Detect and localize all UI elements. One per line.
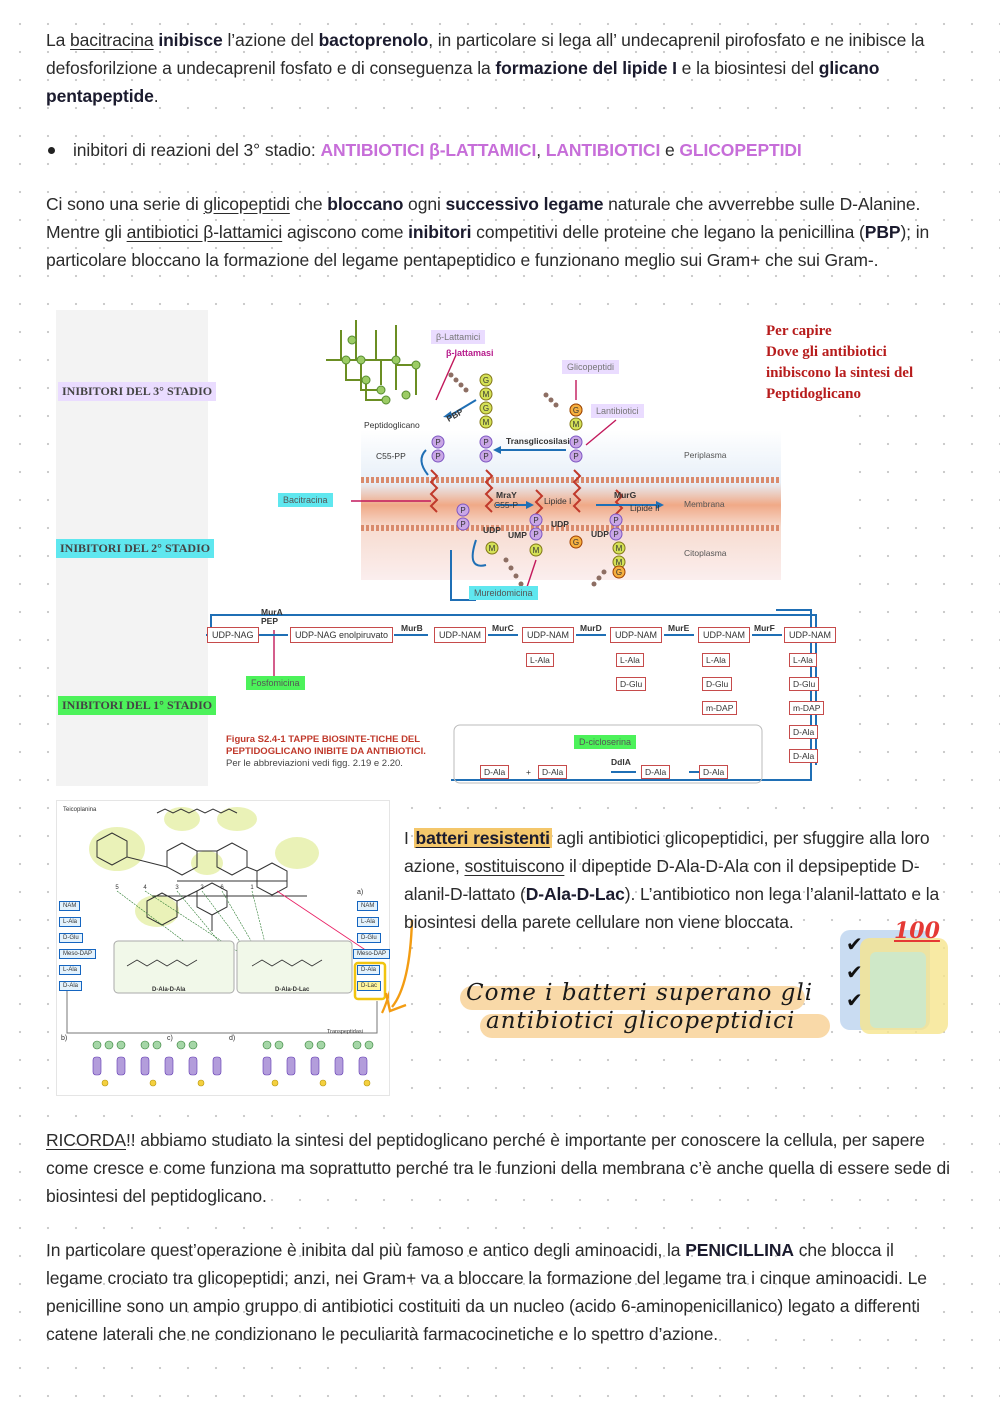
enzyme-murd: MurD <box>580 623 602 633</box>
chain-e-glu: D-Glu <box>702 677 732 691</box>
enzyme-murf: MurF <box>754 623 775 633</box>
left-dap: Meso-DAP <box>59 949 96 959</box>
paragraph-penicillina: In particolare quest’operazione è inibita dal più famoso e antico degli aminoacidi, la PENICILLINA che blocca il legame crociato tra glicopeptidi; anzi, nei Gram+ va a bloccare la formazione del legame tra i cinque aminoacidi. Le penicilline sono un ampio gruppo di antibiotici costituiti da un nucleo (acido 6-aminopenicillanico) legato a differenti catene laterali che ne condizionano le peculiarità farmacocinetiche e lo spettro d’azione. <box>46 1240 927 1344</box>
chain-e-dap: m-DAP <box>702 701 737 715</box>
pathway-step-5: UDP-NAM <box>610 627 662 643</box>
svg-text:P: P <box>460 520 466 529</box>
term-lipide: formazione del lipide I <box>495 58 677 78</box>
chain-c-ala: L-Ala <box>526 653 554 667</box>
label-dala-dala: D-Ala-D-Ala <box>152 987 186 993</box>
term-bacitracina: bacitracina <box>70 30 154 50</box>
left-dglu: D-Glu <box>59 933 83 943</box>
handwrite-line1: Come i batteri superano gli <box>466 980 814 1006</box>
paragraph-glicopeptidi: Ci sono una serie di glicopeptidi che bloccano ogni successivo legame naturale che avverrebbe sulle D-Alanine. Mentre gli antibiotici β-lattamici agiscono come inibitori competitivi delle proteine che legano la penicillina (PBP); in particolare bloccano la formazione del legame pentapeptidico e funzionano meglio sui Gram+ che sui Gram-. <box>46 194 930 270</box>
check-icon-1: ✔ <box>846 934 863 956</box>
pathway-step-3: UDP-NAM <box>434 627 486 643</box>
term-glicano: glicano pentapeptide <box>46 58 880 106</box>
figure-peptidoglycan-pathway <box>56 310 914 786</box>
right-dap: Meso-DAP <box>353 949 390 959</box>
chain-f-dala2: D-Ala <box>789 749 818 763</box>
pathway-step-6: UDP-NAM <box>698 627 750 643</box>
right-nam: NAM <box>357 901 378 911</box>
pathway-step-7: UDP-NAM <box>784 627 836 643</box>
sticker-hundred: 100 <box>894 918 940 944</box>
label-periplasma: Periplasma <box>684 450 727 460</box>
svg-text:P: P <box>533 516 539 525</box>
svg-text:5: 5 <box>115 885 119 891</box>
label-lipide1: Lipide I <box>544 496 572 506</box>
chain-e-ala: L-Ala <box>702 653 730 667</box>
label-peptidoglicano: Peptidoglicano <box>364 420 420 430</box>
label-lipide2: Lipide II <box>630 503 660 513</box>
left-dala: D-Ala <box>59 981 82 991</box>
bullet-dot <box>48 147 55 154</box>
svg-text:G: G <box>482 404 490 413</box>
right-dglu: D-Glu <box>357 933 381 943</box>
tag-bacitracina: Bacitracina <box>278 493 333 507</box>
checklist-sticker <box>840 918 952 1038</box>
svg-text:M: M <box>482 390 490 399</box>
dala-2: D-Ala <box>538 765 567 779</box>
left-lala: L-Ala <box>59 917 81 927</box>
label-murg: MurG <box>614 490 637 500</box>
svg-text:M: M <box>615 544 623 553</box>
svg-text:G: G <box>482 376 490 385</box>
paragraph-bacitracina: La bacitracina inibisce l’azione del bactoprenolo, in particolare si lega all’ undecaprenil pirofosfato e ne inibisce la defosforilzione a undecaprenil fosfato e di conseguenza la formazione del lipide I e la biosintesi del glicano pentapeptide. <box>46 30 925 106</box>
paragraph-resistenza: I batteri resistenti agli antibiotici glicopeptidici, per sfuggire alla loro azione, sostituiscono il dipeptide D-Ala-D-Ala con il depsipeptide D-alanil-D-lattato (D-Ala-D-Lac). L’antibiotico non lega l’alanil-lattato e la biosintesi della parete cellulare non viene bloccata. <box>404 828 940 932</box>
term-lantibiotici: LANTIBIOTICI <box>545 140 661 160</box>
tag-cicloserina: D-cicloserina <box>574 735 636 749</box>
svg-text:G: G <box>572 406 580 415</box>
label-mray: MraY <box>496 490 517 500</box>
term-penicillina: PENICILLINA <box>685 1240 794 1260</box>
svg-text:M: M <box>572 420 580 429</box>
svg-text:P: P <box>613 516 619 525</box>
enzyme-mura: MurA PEP <box>261 607 283 626</box>
enzyme-mure: MurE <box>668 623 690 633</box>
pathway-step-4: UDP-NAM <box>522 627 574 643</box>
label-ump: UMP <box>508 530 527 540</box>
svg-text:M: M <box>532 546 540 555</box>
label-stage3: INIBITORI DEL 3° STADIO <box>58 382 216 401</box>
pathway-step-1: UDP-NAG <box>207 627 259 643</box>
label-stage2: INIBITORI DEL 2° STADIO <box>56 539 214 558</box>
term-bactoprenolo: bactoprenolo <box>318 30 429 50</box>
teicoplanina-structure <box>57 801 389 1095</box>
svg-text:P: P <box>435 438 441 447</box>
figure-caption: Figura S2.4-1 TAPPE BIOSINTE-TICHE DEL PEPTIDOGLICANO INIBITE DA ANTIBIOTICI. Per le abbreviazioni vedi figg. 2.19 e 2.20. <box>226 734 426 769</box>
chain-d-ala: L-Ala <box>616 653 644 667</box>
check-icon-2: ✔ <box>846 962 863 984</box>
handwrite-line2: antibiotici glicopeptidici <box>486 1008 796 1034</box>
tag-fosfomicina: Fosfomicina <box>246 676 305 690</box>
check-icon-3: ✔ <box>846 990 863 1012</box>
svg-text:G: G <box>615 568 623 577</box>
svg-text:3: 3 <box>175 885 179 891</box>
paragraph-ricorda: RICORDA!! abbiamo studiato la sintesi del peptidoglicano perché è importante per conoscere la cellula, per sapere come cresce e come funziona ma soprattutto perché tra le funzioni della membrana c’è anche quella di essere sede di biosintesi del peptidoglicano. <box>46 1130 950 1206</box>
dala-3: D-Ala <box>641 765 670 779</box>
label-a: a) <box>357 889 364 896</box>
right-lala: L-Ala <box>357 917 379 927</box>
label-c: c) <box>167 1035 173 1042</box>
left-nam: NAM <box>59 901 80 911</box>
tag-glicopeptidi: Glicopeptidi <box>562 360 619 374</box>
svg-text:M: M <box>488 544 496 553</box>
enzyme-ddla: DdlA <box>611 757 631 767</box>
label-udp-1: UDP <box>483 525 501 535</box>
figure2-title: Teicoplanina <box>63 807 97 813</box>
label-d: d) <box>229 1035 236 1042</box>
term-inibisce: inibisce <box>158 30 223 50</box>
svg-text:P: P <box>435 452 441 461</box>
label-transglicosilasi: Transglicosilasi <box>506 436 570 446</box>
svg-text:G: G <box>572 538 580 547</box>
chain-f-glu: D-Glu <box>789 677 819 691</box>
label-citoplasma: Citoplasma <box>684 548 727 558</box>
label-dala-dlac: D-Ala-D-Lac <box>275 987 310 993</box>
sticker-green <box>870 952 926 1028</box>
label-c55p: C55-P <box>494 500 519 510</box>
label-transpeptidasi: Transpeptidasi <box>327 1029 363 1035</box>
term-glicopeptidi: GLICOPEPTIDI <box>679 140 802 160</box>
svg-text:M: M <box>482 418 490 427</box>
chain-f-ala: L-Ala <box>789 653 817 667</box>
svg-text:P: P <box>533 530 539 539</box>
chain-d-glu: D-Glu <box>616 677 646 691</box>
plus-sign: + <box>526 767 531 777</box>
svg-text:M: M <box>615 558 623 567</box>
svg-text:P: P <box>613 530 619 539</box>
term-batteri-resistenti: batteri resistenti <box>415 828 550 848</box>
left-lala2: L-Ala <box>59 965 81 975</box>
dala-4: D-Ala <box>699 765 728 779</box>
right-dala: D-Ala <box>357 965 380 975</box>
svg-text:4: 4 <box>143 885 147 891</box>
handwritten-note <box>460 980 840 1050</box>
figure-note: Per capire Dove gli antibiotici inibiscono la sintesi del Peptidoglicano <box>766 321 951 405</box>
term-beta-lattamici: ANTIBIOTICI β-LATTAMICI <box>320 140 537 160</box>
label-pbp: PBP <box>444 406 465 424</box>
label-udp-3: UDP <box>591 529 609 539</box>
tag-beta-lattamici: β-Lattamici <box>431 330 485 344</box>
right-dlac: D-Lac <box>357 981 381 991</box>
pathway-step-2: UDP-NAG enolpiruvato <box>290 627 393 643</box>
svg-text:2: 2 <box>200 885 204 891</box>
svg-text:P: P <box>483 452 489 461</box>
figure-teicoplanina <box>56 800 390 1096</box>
svg-text:1: 1 <box>250 885 254 891</box>
label-udp-2: UDP <box>551 519 569 529</box>
svg-text:P: P <box>483 438 489 447</box>
chain-f-dala1: D-Ala <box>789 725 818 739</box>
chain-f-dap: m-DAP <box>789 701 824 715</box>
peptidoglycan-mesh <box>326 320 416 400</box>
term-ricorda: RICORDA <box>46 1130 126 1150</box>
dala-1: D-Ala <box>480 765 509 779</box>
label-membrana: Membrana <box>684 499 725 509</box>
svg-text:6: 6 <box>220 885 224 891</box>
svg-text:P: P <box>573 452 579 461</box>
enzyme-murc: MurC <box>492 623 514 633</box>
label-c55pp: C55-PP <box>376 451 406 461</box>
svg-text:P: P <box>460 506 466 515</box>
svg-text:P: P <box>573 438 579 447</box>
enzyme-murb: MurB <box>401 623 423 633</box>
label-b: b) <box>61 1035 68 1042</box>
tag-lantibiotici: Lantibiotici <box>591 404 644 418</box>
tag-mureidomicina: Mureidomicina <box>469 586 538 600</box>
label-stage1: INIBITORI DEL 1° STADIO <box>58 696 216 715</box>
bullet-item: inibitori di reazioni del 3° stadio: ANTIBIOTICI β-LATTAMICI, LANTIBIOTICI e GLICOPEPTIDI <box>46 136 946 164</box>
tag-beta-lattamasi: β-lattamasi <box>446 348 494 358</box>
